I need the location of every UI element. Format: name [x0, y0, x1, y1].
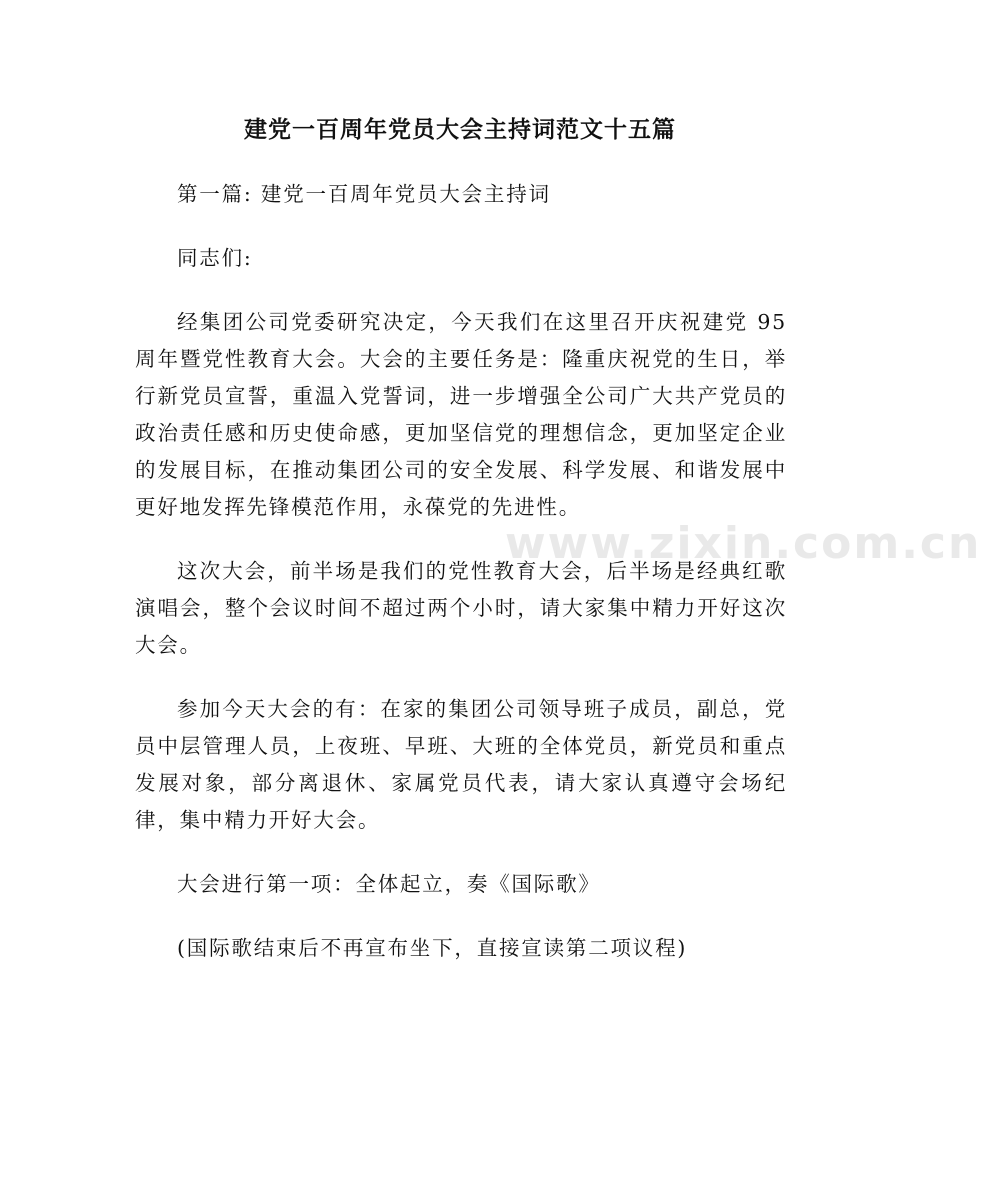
- paragraph-attendees: 参加今天大会的有：在家的集团公司领导班子成员，副总，党员中层管理人员，上夜班、早班、大班的全体党员，新党员和重点发展对象，部分离退休、家属党员代表，请大家认真遵守会场纪律，集中精力开好大会。: [135, 697, 787, 832]
- document-title: 建党一百周年党员大会主持词范文十五篇: [244, 117, 676, 143]
- salutation: 同志们:: [177, 246, 253, 270]
- paragraph-agenda: 这次大会，前半场是我们的党性教育大会，后半场是经典红歌演唱会，整个会议时间不超过两个小时，请大家集中精力开好这次大会。: [135, 559, 787, 657]
- watermark: www.zixin.com.cn: [505, 518, 981, 569]
- agenda-item-1: 大会进行第一项：全体起立，奏《国际歌》: [177, 872, 601, 896]
- document-body: [135, 176, 787, 967]
- paragraph-intro: 经集团公司党委研究决定，今天我们在这里召开庆祝建党 95 周年暨党性教育大会。大会的主要任务是：隆重庆祝党的生日，举行新党员宣誓，重温入党誓词，进一步增强全公司广大共产党员的政治责任感和历史使命感，更加坚信党的理想信念，更加坚定企业的发展目标，在推动集团公司的安全发展、科学发展、和谐发展中更好地发挥先锋模范作用，永葆党的先进性。: [135, 310, 787, 519]
- agenda-note: (国际歌结束后不再宣布坐下，直接宣读第二项议程): [177, 936, 688, 960]
- section-heading: 第一篇: 建党一百周年党员大会主持词: [177, 182, 551, 206]
